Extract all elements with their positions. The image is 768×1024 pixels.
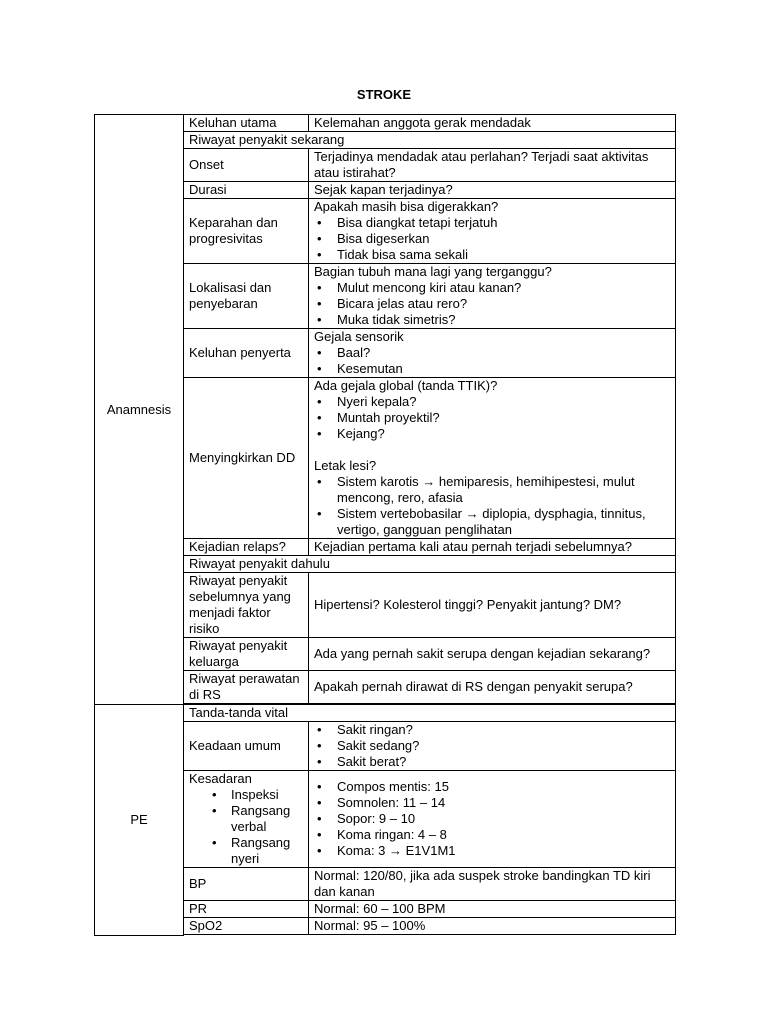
row-label: Riwayat penyakit sebelumnya yang menjadi faktor risiko (184, 573, 309, 638)
label-text: Kesadaran (189, 771, 252, 786)
list-item: • Bisa digeserkan (314, 231, 670, 247)
list-item: • Bisa diangkat tetapi terjatuh (314, 215, 670, 231)
row-label: Menyingkirkan DD (184, 378, 309, 539)
bullet-list (314, 215, 670, 263)
row-value: Normal: 120/80, jika ada suspek stroke bandingkan TD kiri dan kanan (309, 868, 676, 901)
page-title: STROKE (356, 87, 412, 102)
table-row (95, 115, 676, 132)
list-item: • Somnolen: 11 – 14 (314, 795, 670, 811)
list-item: • Muntah proyektil? (314, 410, 670, 426)
row-label: Keluhan utama (184, 115, 309, 132)
subheader-rpd: Riwayat penyakit dahulu (184, 556, 676, 573)
bullet-list (314, 280, 670, 328)
spacer (314, 442, 670, 458)
bullet-list (314, 474, 670, 538)
row-label: BP (184, 868, 309, 901)
question-text: Letak lesi? (314, 458, 377, 473)
row-value: Apakah pernah dirawat di RS dengan penyakit serupa? (309, 671, 676, 704)
row-label: Keadaan umum (184, 722, 309, 771)
list-item: • Sopor: 9 – 10 (314, 811, 670, 827)
list-item: • Mulut mencong kiri atau kanan? (314, 280, 670, 296)
row-label: Riwayat perawatan di RS (184, 671, 309, 704)
list-item: • Koma ringan: 4 – 8 (314, 827, 670, 843)
row-value (309, 771, 676, 868)
list-item: • Sakit berat? (314, 754, 670, 770)
row-value: Ada yang pernah sakit serupa dengan kejadian sekarang? (309, 638, 676, 671)
row-value: Hipertensi? Kolesterol tinggi? Penyakit jantung? DM? (309, 573, 676, 638)
question-text: Gejala sensorik (314, 329, 404, 344)
row-value (309, 199, 676, 264)
list-item: • Bicara jelas atau rero? (314, 296, 670, 312)
list-item: • Nyeri kepala? (314, 394, 670, 410)
question-text: Bagian tubuh mana lagi yang terganggu? (314, 264, 552, 279)
bullet-list (314, 345, 670, 377)
row-label: Onset (184, 149, 309, 182)
row-label: Keparahan dan progresivitas (184, 199, 309, 264)
bullet-list (314, 779, 670, 859)
row-label: Riwayat penyakit keluarga (184, 638, 309, 671)
row-value: Terjadinya mendadak atau perlahan? Terjadi saat aktivitas atau istirahat? (309, 149, 676, 182)
bullet-list (189, 787, 303, 867)
row-value (309, 378, 676, 539)
row-value (309, 329, 676, 378)
list-item: • Tidak bisa sama sekali (314, 247, 670, 263)
list-item: • Sakit sedang? (314, 738, 670, 754)
row-value: Kelemahan anggota gerak mendadak (309, 115, 676, 132)
row-value: Normal: 60 – 100 BPM (309, 901, 676, 918)
row-label: Durasi (184, 182, 309, 199)
row-value: Sejak kapan terjadinya? (309, 182, 676, 199)
row-label: Lokalisasi dan penyebaran (184, 264, 309, 329)
stroke-table (94, 114, 676, 936)
row-value (309, 722, 676, 771)
filler-cell (184, 935, 676, 936)
list-item: • Kejang? (314, 426, 670, 442)
question-text: Apakah masih bisa digerakkan? (314, 199, 499, 214)
row-label: SpO2 (184, 918, 309, 935)
list-item: • Rangsang nyeri (209, 835, 303, 867)
list-item: • Sistem vertebobasilar → diplopia, dysphagia, tinnitus, vertigo, gangguan penglihatan (314, 506, 670, 538)
list-item: • Compos mentis: 15 (314, 779, 670, 795)
section-anamnesis: Anamnesis (95, 115, 184, 705)
bullet-list (314, 394, 670, 442)
row-label: Keluhan penyerta (184, 329, 309, 378)
list-item: • Koma: 3 → E1V1M1 (314, 843, 670, 859)
section-pe: PE (95, 705, 184, 936)
list-item: • Baal? (314, 345, 670, 361)
row-value: Normal: 95 – 100% (309, 918, 676, 935)
list-item: • Sakit ringan? (314, 722, 670, 738)
row-value (309, 264, 676, 329)
subheader-rps: Riwayat penyakit sekarang (184, 132, 676, 149)
list-item: • Kesemutan (314, 361, 670, 377)
row-label: Kejadian relaps? (184, 539, 309, 556)
table-row (95, 705, 676, 722)
subheader-ttv: Tanda-tanda vital (184, 705, 676, 722)
question-text: Ada gejala global (tanda TTIK)? (314, 378, 498, 393)
list-item: • Rangsang verbal (209, 803, 303, 835)
row-label (184, 771, 309, 868)
row-value: Kejadian pertama kali atau pernah terjadi sebelumnya? (309, 539, 676, 556)
list-item: • Inspeksi (209, 787, 303, 803)
bullet-list (314, 722, 670, 770)
list-item: • Sistem karotis → hemiparesis, hemihipestesi, mulut mencong, rero, afasia (314, 474, 670, 506)
row-label: PR (184, 901, 309, 918)
list-item: • Muka tidak simetris? (314, 312, 670, 328)
